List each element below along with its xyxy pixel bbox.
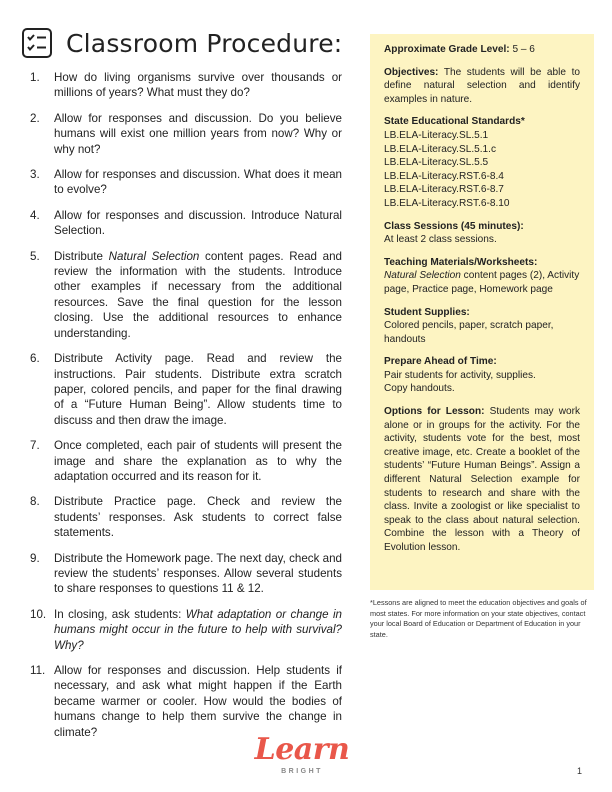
step-number: 2. <box>30 111 40 125</box>
step-text: Distribute Activity page. Read and review the instructions. Pair students. Distribute extra scratch paper, colored pencils, and paper for the final drawing of a “Future Human Being”. Allow students time to discuss and then draw the image. <box>54 352 342 427</box>
options-text: Students may work alone or in groups for the activity. For the activity, students vote for the best, most creative image, etc. Create a booklet of the students’ “Future Human Beings”. Assign a different Natural Selection example for students to research and share with the class. Invite a zoologist or like specialist to speak to the class about natural selection. Combine the lesson with a Theory of Evolution lesson. <box>384 406 581 553</box>
step-text-pre: Distribute <box>54 249 109 263</box>
grade-level-section <box>384 43 580 57</box>
standard-item: LB.ELA-Literacy.SL.5.1.c <box>384 143 497 155</box>
grade-level-label: Approximate Grade Level: <box>384 44 510 55</box>
standard-item: LB.ELA-Literacy.RST.6-8.10 <box>384 197 510 209</box>
step-text: Allow for responses and discussion. Introduce Natural Selection. <box>54 208 342 238</box>
procedure-step <box>30 249 342 341</box>
materials-text: content pages (2), Activity page, Practice page, Homework page <box>384 270 580 295</box>
step-text: How do living organisms survive over thousands or millions of years? What must they do? <box>54 71 342 100</box>
step-text: Once completed, each pair of students will present the image and share the explanation as to why the adaptation occurred and its reason for it. <box>54 439 342 483</box>
step-text: Allow for responses and discussion. What does it mean to evolve? <box>54 168 342 197</box>
step-text-emphasis: Natural Selection <box>108 249 200 263</box>
page-number: 1 <box>576 766 582 776</box>
step-number: 11. <box>30 664 46 677</box>
supplies-section <box>384 306 580 347</box>
step-text: Distribute the Homework page. The next day, check and review the students’ responses. Allow several students to share responses to questions 11 & 12. <box>54 551 342 596</box>
objectives-section <box>384 66 580 107</box>
objectives-label: Objectives: <box>384 66 439 78</box>
step-text <box>54 607 342 653</box>
step-text <box>54 249 342 341</box>
options-label: Options for Lesson: <box>384 406 485 418</box>
step-number: 9. <box>30 551 40 565</box>
procedure-step <box>30 607 342 653</box>
procedure-step <box>30 167 342 198</box>
step-text: Allow for responses and discussion. Do you believe humans will exist one million years from now? Why or why not? <box>54 111 342 156</box>
standard-item: LB.ELA-Literacy.SL.5.5 <box>384 157 489 169</box>
page-header <box>22 24 342 62</box>
procedure-list <box>30 70 342 750</box>
materials-section <box>384 256 580 297</box>
step-number: 6. <box>30 352 40 366</box>
step-text: Distribute Practice page. Check and review the students’ responses. Ask students to correct false statements. <box>54 495 342 540</box>
standard-item: LB.ELA-Literacy.RST.6-8.7 <box>384 184 504 196</box>
step-number: 1. <box>30 71 40 84</box>
prepare-item: Copy handouts. <box>384 383 455 395</box>
supplies-text: Colored pencils, paper, scratch paper, handouts <box>384 320 554 345</box>
page-title: Classroom Procedure: <box>66 28 343 58</box>
learn-bright-logo <box>252 732 352 782</box>
prepare-item: Pair students for activity, supplies. <box>384 369 536 381</box>
step-text-pre: In closing, ask students: <box>54 607 186 621</box>
standards-footnote: *Lessons are aligned to meet the education objectives and goals of most states. For more information on your state objectives, contact your local Board of Education or Department of Education in your state. <box>370 598 587 639</box>
objectives-text: The students will be able to define natural selection and identify examples in nature. <box>384 66 581 105</box>
procedure-step <box>30 70 342 101</box>
logo-word: Learn <box>254 732 350 767</box>
procedure-step <box>30 351 342 428</box>
standards-label: State Educational Standards* <box>384 116 525 128</box>
grade-level-value: 5 – 6 <box>512 44 535 55</box>
class-sessions-section <box>384 220 580 247</box>
lesson-info-sidebar <box>370 34 594 590</box>
prepare-section <box>384 355 580 396</box>
procedure-step <box>30 111 342 157</box>
procedure-step <box>30 551 342 597</box>
standards-section <box>384 115 580 210</box>
standard-item: LB.ELA-Literacy.SL.5.1 <box>384 129 489 141</box>
options-section <box>384 405 580 555</box>
supplies-label: Student Supplies: <box>384 306 470 318</box>
standard-item: LB.ELA-Literacy.RST.6-8.4 <box>384 170 504 182</box>
class-sessions-value: At least 2 class sessions. <box>384 234 497 246</box>
procedure-step <box>30 663 342 740</box>
procedure-step <box>30 208 342 239</box>
checklist-icon <box>22 28 52 58</box>
step-text-post: content pages. Read and review the information with the students. Introduce other examples if necessary from the additional resources. Save the final question for the lesson closing. Use the additional resources to enhance understanding. <box>54 249 342 340</box>
materials-label: Teaching Materials/Worksheets: <box>384 256 538 268</box>
logo-subtitle: BRIGHT <box>281 768 323 775</box>
step-number: 4. <box>30 208 40 222</box>
step-number: 8. <box>30 495 40 509</box>
procedure-step <box>30 438 342 484</box>
step-text: Allow for responses and discussion. Help students if necessary, and ask what might happen if the Earth became warmer or cooler. How would the bodies of humans change to help them survive the change in climate? <box>54 664 342 739</box>
step-number: 10. <box>30 607 47 621</box>
procedure-step <box>30 494 342 540</box>
step-text-emphasis: What adaptation or change in humans might occur in the future to help with survival? Why? <box>54 607 342 652</box>
materials-emphasis: Natural Selection <box>384 270 461 282</box>
step-number: 3. <box>30 168 40 182</box>
step-number: 7. <box>30 439 40 453</box>
prepare-label: Prepare Ahead of Time: <box>384 356 497 368</box>
class-sessions-label: Class Sessions (45 minutes): <box>384 220 524 232</box>
step-number: 5. <box>30 249 40 263</box>
